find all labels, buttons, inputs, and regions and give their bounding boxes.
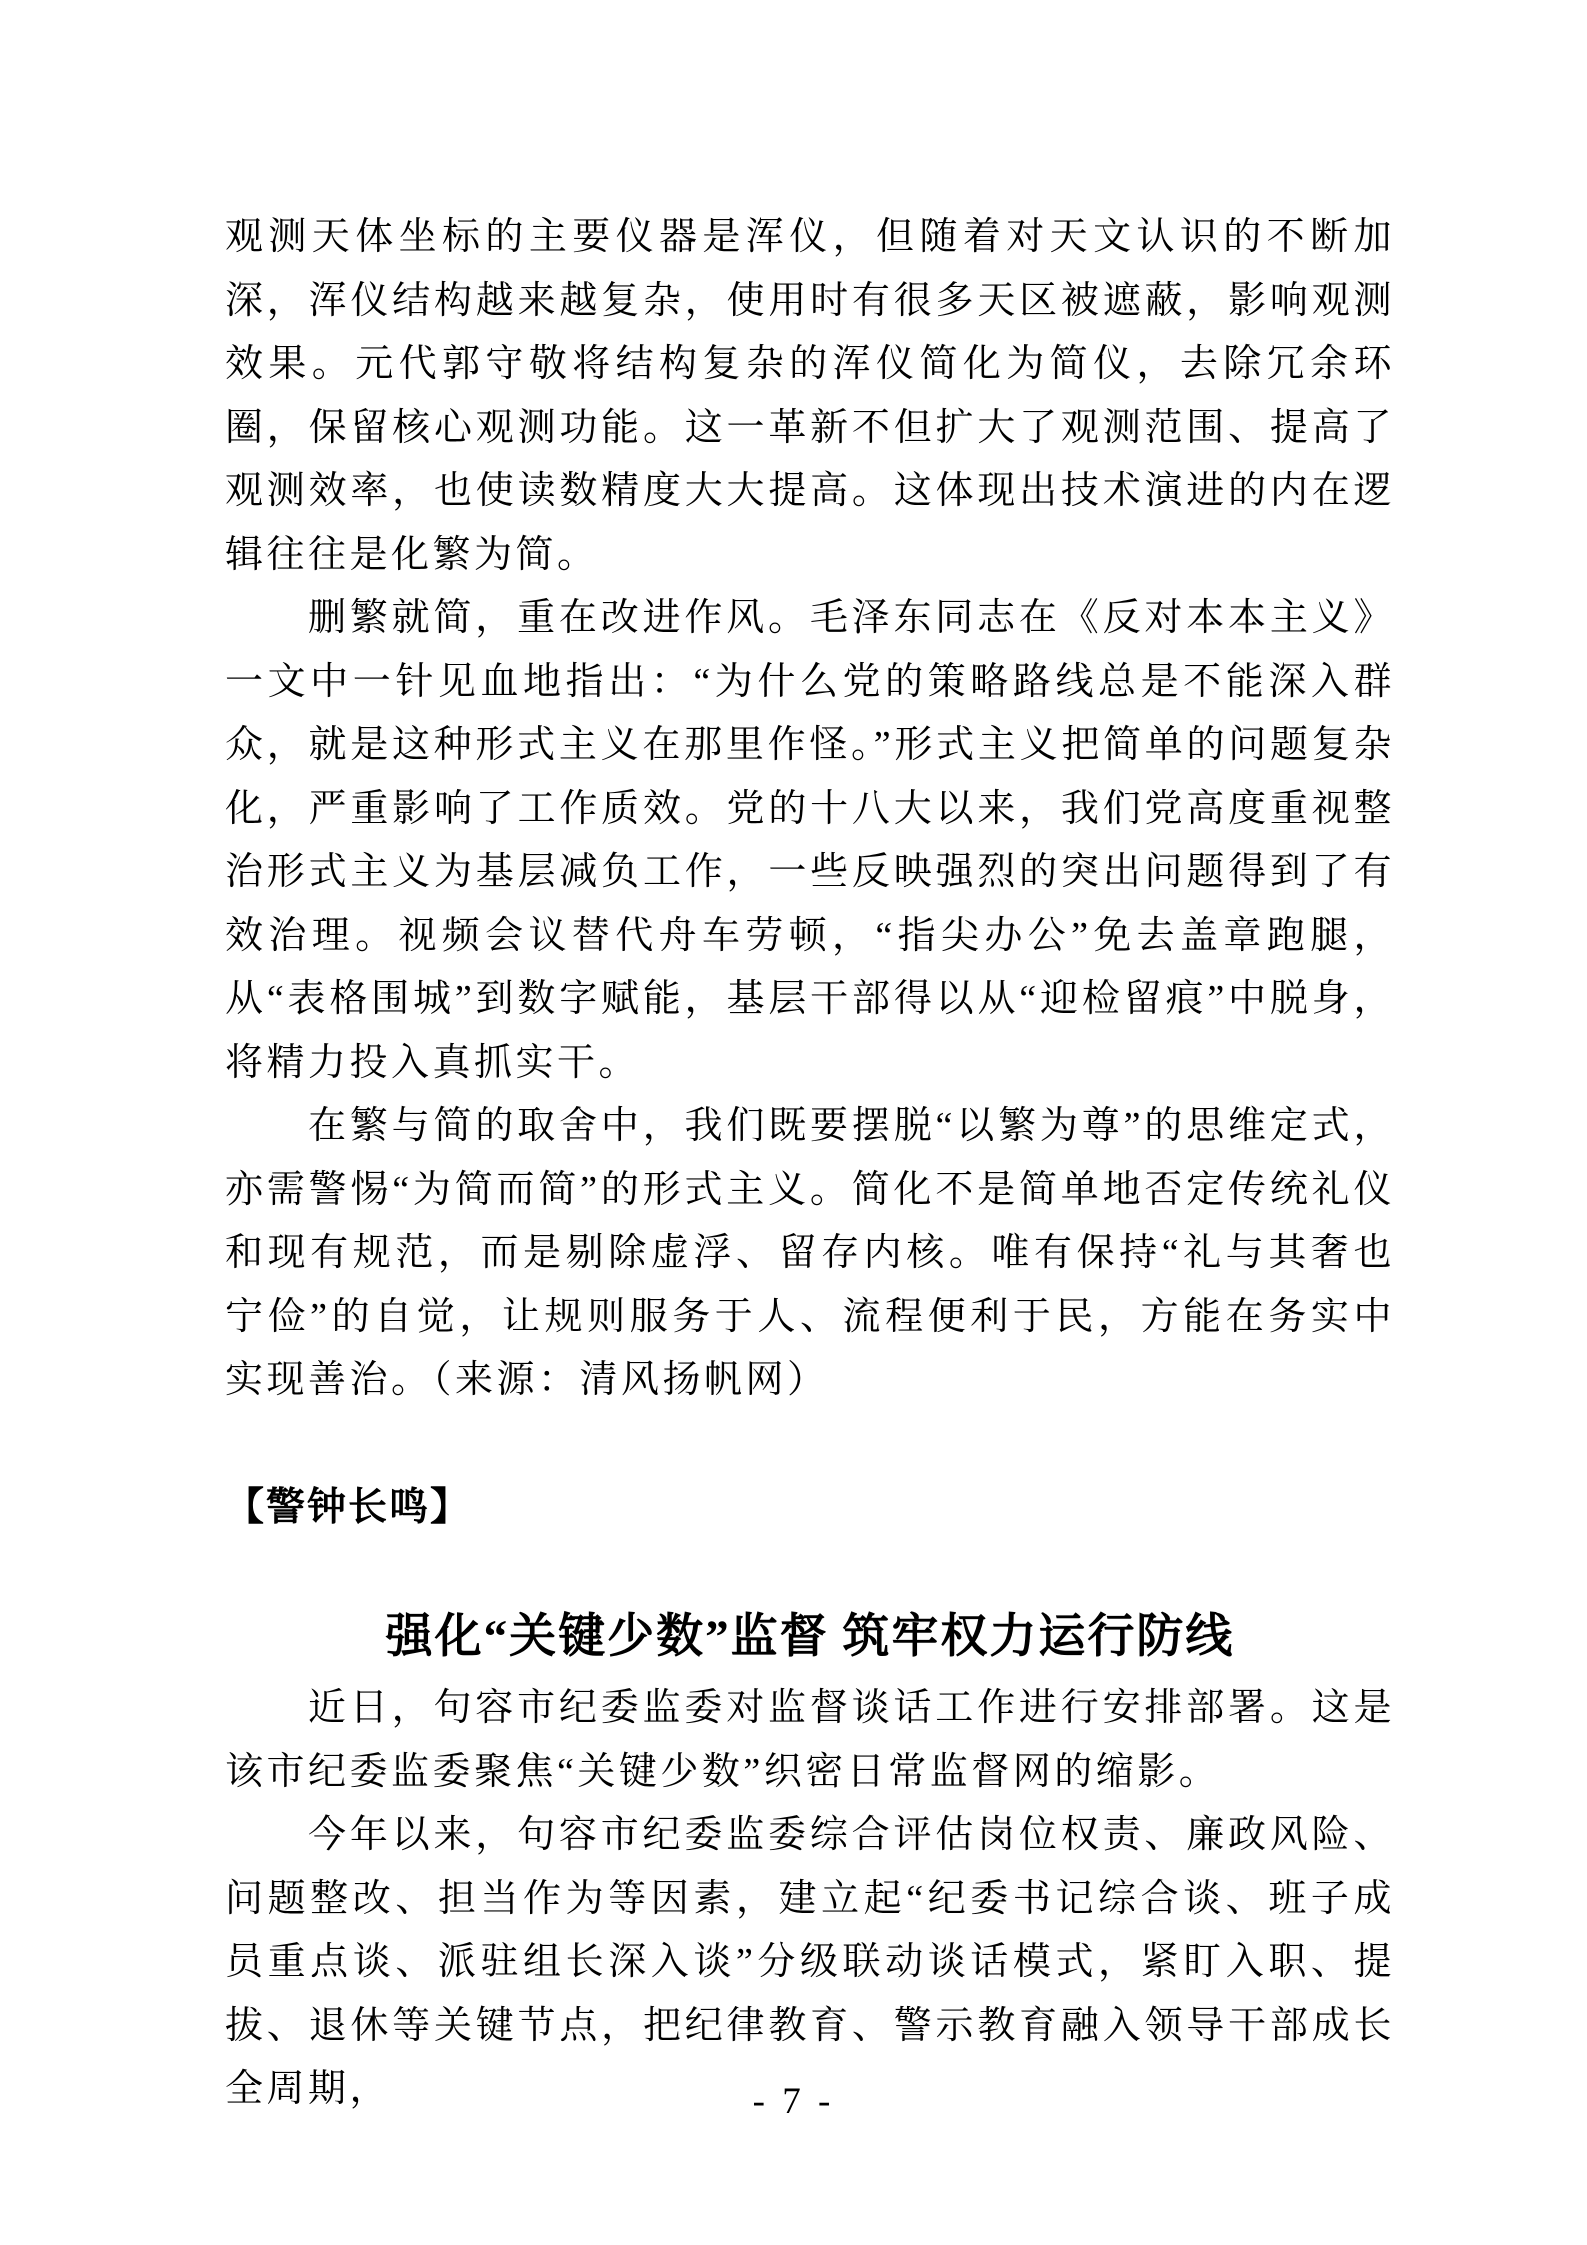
body-paragraph-continuation: 观测天体坐标的主要仪器是浑仪，但随着对天文认识的不断加深，浑仪结构越来越复杂，使用时有很多天区被遮蔽，影响观测效果。元代郭守敬将结构复杂的浑仪简化为简仪，去除冗余环圈，保留核心观测功能。这一革新不但扩大了观测范围、提高了观测效率，也使读数精度大大提高。这体现出技术演进的内在逻辑往往是化繁为简。 [225, 216, 1395, 576]
section-header: 【警钟长鸣】 [225, 1485, 472, 1529]
page-number: - 7 - [752, 2081, 835, 2122]
document-content [225, 206, 1395, 2122]
body-paragraph: 近日，句容市纪委监委对监督谈话工作进行安排部署。这是该市纪委监委聚焦“关键少数”织密日常监督网的缩影。 [225, 1687, 1395, 1793]
body-paragraph: 今年以来，句容市纪委监委综合评估岗位权责、廉政风险、问题整改、担当作为等因素，建立起“纪委书记综合谈、班子成员重点谈、派驻组长深入谈”分级联动谈话模式，紧盯入职、提拔、退休等关键节点，把纪律教育、警示教育融入领导干部成长全周期， [225, 1814, 1395, 2110]
body-paragraph: 删繁就简，重在改进作风。毛泽东同志在《反对本本主义》一文中一针见血地指出：“为什么党的策略路线总是不能深入群众，就是这种形式主义在那里作怪。”形式主义把简单的问题复杂化，严重影响了工作质效。党的十八大以来，我们党高度重视整治形式主义为基层减负工作，一些反映强烈的突出问题得到了有效治理。视频会议替代舟车劳顿，“指尖办公”免去盖章跑腿，从“表格围城”到数字赋能，基层干部得以从“迎检留痕”中脱身，将精力投入真抓实干。 [225, 597, 1395, 1084]
article-title: 强化“关键少数”监督 筑牢权力运行防线 [385, 1611, 1235, 1663]
body-paragraph: 在繁与简的取舍中，我们既要摆脱“以繁为尊”的思维定式，亦需警惕“为简而简”的形式主义。简化不是简单地否定传统礼仪和现有规范，而是剔除虚浮、留存内核。唯有保持“礼与其奢也宁俭”的自觉，让规则服务于人、流程便利于民，方能在务实中实现善治。（来源：清风扬帆网） [225, 1105, 1395, 1401]
